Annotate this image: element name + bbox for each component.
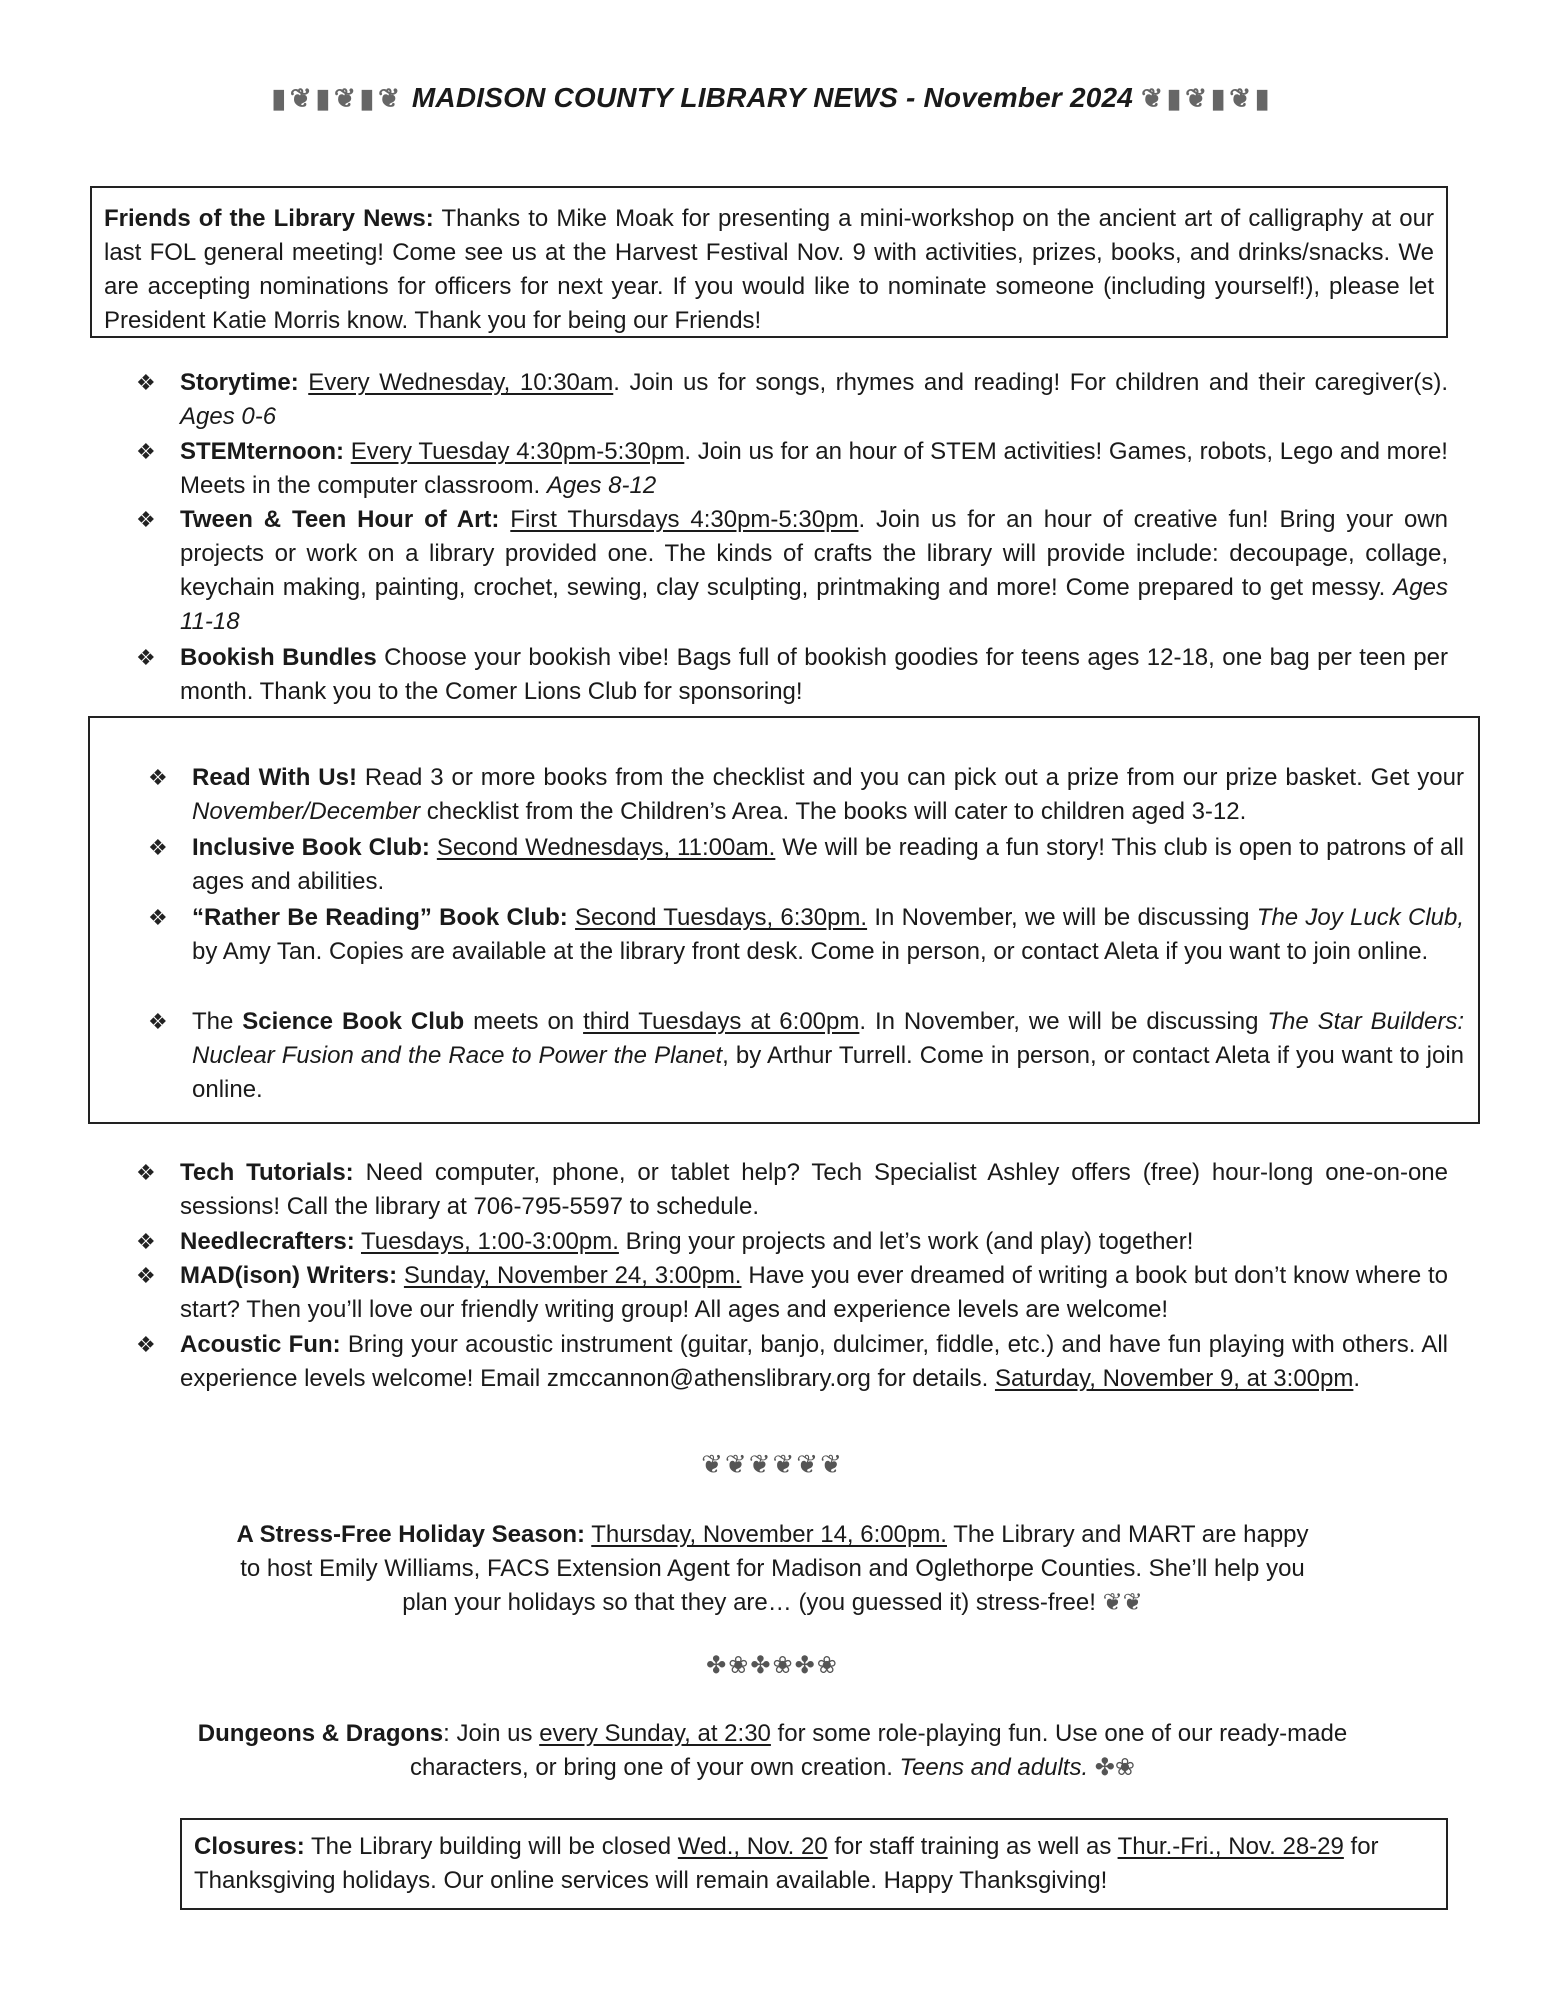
item-text: . In November, we will be discussing [859, 1008, 1268, 1035]
item-schedule: Every Tuesday 4:30pm-5:30pm [350, 438, 685, 465]
list-item-read-with-us [148, 761, 1464, 829]
item-schedule: Saturday, November 9, at 3:00pm [994, 1365, 1354, 1392]
item-text-2: checklist from the Children’s Area. The books will cater to children aged 3-12. [420, 798, 1247, 825]
stress-line-1 [0, 1518, 1545, 1552]
dungeons-dragons-block [0, 1717, 1545, 1785]
turkey-ornament: ❦❦❦❦❦❦ [701, 1449, 844, 1479]
item-text: . Join us for songs, rhymes and reading! For children and their caregiver(s). [613, 369, 1449, 396]
item-text: We will be reading a fun story! This club is open to patrons of all ages and abilities. [192, 834, 1465, 895]
list-item-rather-be-reading [148, 901, 1465, 969]
item-book-title: The Joy Luck Club, [1256, 904, 1465, 931]
dnd-audience: Teens and adults. [899, 1754, 1089, 1781]
item-label: STEMternoon: [180, 438, 344, 465]
item-label: MAD(ison) Writers: [180, 1262, 398, 1289]
bullet-icon: ❖ [148, 905, 168, 930]
friends-paragraph [104, 202, 1434, 338]
dnd-schedule: every Sunday, at 2:30 [539, 1720, 771, 1747]
list-item-inclusive-book-club [148, 831, 1465, 899]
stress-text-1: The Library and MART are happy [946, 1521, 1309, 1548]
item-ages: Ages 8-12 [546, 472, 657, 499]
item-italic: November/December [192, 798, 421, 825]
friends-box [90, 186, 1448, 338]
friends-text: Thanks to Mike Moak for presenting a mini-workshop on the ancient art of calligraphy at our last FOL general meeting! Come see us at the Harvest Festival Nov. 9 with activities, prizes, books, and drinks/snacks. We are accepting nominations for officers for next year. If you would like to nominate someone (including yourself!), please let President Katie Morris know. Thank you for being our Friends! [104, 205, 1434, 334]
item-mid: meets on [464, 1008, 584, 1035]
item-schedule: Sunday, November 24, 3:00pm. [403, 1262, 742, 1289]
list-item-storytime [136, 366, 1449, 434]
item-ages: Ages 11-18 [180, 574, 1448, 635]
dnd-text-1: : Join us [443, 1720, 540, 1747]
item-text: In November, we will be discussing [867, 904, 1257, 931]
item-ages: Ages 0-6 [180, 403, 277, 430]
item-label: Acoustic Fun: [180, 1331, 341, 1358]
list-item-tech-tutorials [136, 1156, 1448, 1224]
list-item-stemternoon [136, 435, 1448, 503]
item-text-2: , by Arthur Turrell. Come in person, or contact Aleta if you want to join online. [192, 1042, 1465, 1103]
bullet-icon: ❖ [136, 1332, 156, 1357]
list-item-mad-ison-writers [136, 1259, 1449, 1327]
dragon-ornament: ✤❀✤❀✤❀ [706, 1652, 839, 1679]
dragon-icon: ✤❀ [1088, 1754, 1136, 1781]
bullet-icon: ❖ [136, 439, 156, 464]
bullet-icon: ❖ [136, 1160, 156, 1185]
turkey-icon: ❦❦ [1102, 1589, 1143, 1616]
list-item-needlecrafters [136, 1225, 1448, 1259]
bullet-icon: ❖ [136, 370, 156, 395]
item-text: . Join us for an hour of creative fun! Bring your own projects or work on a library provided one. The kinds of crafts the library will provide include: decoupage, collage, keychain making, painting, crochet, sewing, clay sculpting, printmaking and more! Come prepared to get messy. [180, 506, 1448, 601]
item-schedule: Second Tuesdays, 6:30pm. [575, 904, 868, 931]
item-text: Bring your projects and let’s work (and play) together! [618, 1228, 1194, 1255]
stress-schedule: Thursday, November 14, 6:00pm. [591, 1521, 947, 1548]
closures-label: Closures: [194, 1833, 305, 1860]
item-text: Choose your bookish vibe! Bags full of bookish goodies for teens ages 12-18, one bag per teen per month. Thank you to the Comer Lions Club for sponsoring! [180, 644, 1448, 705]
item-text: Have you ever dreamed of writing a book but don’t know where to start? Then you’ll love our friendly writing group! All ages and experience levels are welcome! [180, 1262, 1449, 1323]
item-label: Storytime: [180, 369, 299, 396]
dnd-line-1 [0, 1717, 1545, 1751]
item-label: Tech Tutorials: [180, 1159, 354, 1186]
item-label: Bookish Bundles [180, 644, 377, 671]
item-text: . Join us for an hour of STEM activities! Games, robots, Lego and more! Meets in the computer classroom. [180, 438, 1448, 499]
dnd-text-3: characters, or bring one of your own creation. [409, 1754, 900, 1781]
closures-text-3: for Thanksgiving holidays. Our online services will remain available. Happy Thanksgiving! [194, 1833, 1379, 1894]
closures-date-2: Thur.-Fri., Nov. 28-29 [1117, 1833, 1344, 1860]
dnd-text-2: for some role-playing fun. Use one of our ready-made [770, 1720, 1348, 1747]
item-text: Need computer, phone, or tablet help? Tech Specialist Ashley offers (free) hour-long one-on-one sessions! Call the library at 706-795-5597 to schedule. [180, 1159, 1448, 1220]
item-label: Science Book Club [242, 1008, 465, 1035]
item-label: Read With Us! [192, 764, 357, 791]
item-label: Inclusive Book Club: [192, 834, 430, 861]
stress-text-3: plan your holidays so that they are… (you guessed it) stress-free! [402, 1589, 1103, 1616]
friends-label: Friends of the Library News: [104, 205, 434, 232]
list-item-acoustic-fun [136, 1328, 1448, 1396]
stress-line-3 [0, 1586, 1545, 1620]
bullet-icon: ❖ [148, 1009, 168, 1034]
title-text: MADISON COUNTY LIBRARY NEWS - November 2024 [411, 82, 1134, 113]
stress-line-2: to host Emily Williams, FACS Extension Agent for Madison and Oglethorpe Counties. She’ll help you [240, 1555, 1305, 1582]
item-book-title: The Star Builders: Nuclear Fusion and the Race to Power the Planet [192, 1008, 1465, 1069]
item-label: Tween & Teen Hour of Art: [180, 506, 500, 533]
item-text-2: by Amy Tan. Copies are available at the library front desk. Come in person, or contact Aleta if you want to join online. [192, 938, 1429, 965]
closures-text-1: The Library building will be closed [304, 1833, 678, 1860]
dnd-line-2 [0, 1751, 1545, 1785]
bullet-icon: ❖ [136, 645, 156, 670]
bullet-icon: ❖ [136, 1229, 156, 1254]
item-text: Read 3 or more books from the checklist and you can pick out a prize from our prize basket. Get your [356, 764, 1464, 791]
item-label: “Rather Be Reading” Book Club: [192, 904, 568, 931]
title-decoration-left: ▮❦▮❦▮❦ [271, 83, 404, 113]
closures-paragraph [194, 1830, 1432, 1898]
item-schedule: third Tuesdays at 6:00pm [583, 1008, 860, 1035]
list-item-science-book-club [148, 1005, 1465, 1107]
closures-date-1: Wed., Nov. 20 [677, 1833, 828, 1860]
bullet-icon: ❖ [148, 765, 168, 790]
item-text: Bring your acoustic instrument (guitar, banjo, dulcimer, fiddle, etc.) and have fun playing with others. All experience levels welcome! Email zmccannon@athenslibrary.org for details. [180, 1331, 1448, 1392]
list-item-bookish-bundles [136, 641, 1448, 709]
item-pre: The [192, 1008, 243, 1035]
item-end: . [1353, 1365, 1361, 1392]
bullet-icon: ❖ [136, 1263, 156, 1288]
item-label: Needlecrafters: [180, 1228, 355, 1255]
list-item-hour-of-art [136, 503, 1448, 639]
item-schedule: First Thursdays 4:30pm-5:30pm [510, 506, 859, 533]
title-decoration-right: ❦▮❦▮❦▮ [1141, 83, 1274, 113]
newsletter-title [0, 82, 1545, 114]
item-schedule: Every Wednesday, 10:30am [308, 369, 614, 396]
closures-text-2: for staff training as well as [827, 1833, 1118, 1860]
item-schedule: Tuesdays, 1:00-3:00pm. [360, 1228, 619, 1255]
bullet-icon: ❖ [136, 507, 156, 532]
item-schedule: Second Wednesdays, 11:00am. [436, 834, 776, 861]
stress-free-holiday-block [0, 1518, 1545, 1620]
stress-label: A Stress-Free Holiday Season: [236, 1521, 586, 1548]
dnd-label: Dungeons & Dragons [197, 1720, 444, 1747]
closures-box [180, 1818, 1448, 1910]
bullet-icon: ❖ [148, 835, 168, 860]
